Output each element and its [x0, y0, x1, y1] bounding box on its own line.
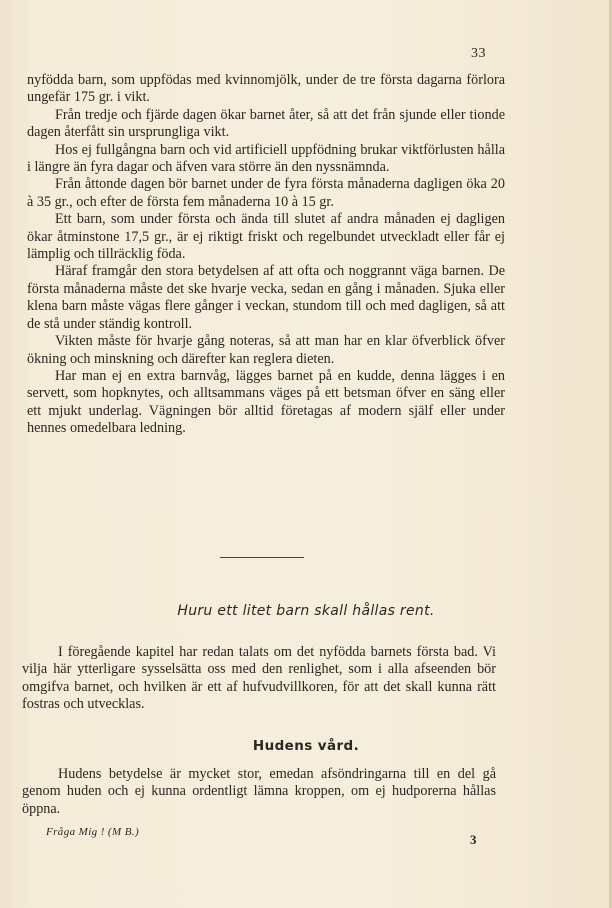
paragraph-5: Ett barn, som under första och ända till slutet af andra månaden ej dagligen ökar åtminstone 17,5 gr., är ej riktigt friskt och regelbundet utveckladt eller får ej lämplig och tillräcklig föda.: [27, 211, 505, 263]
paragraph-2: Från tredje och fjärde dagen ökar barnet åter, så att det från sjunde eller tionde dagen återfått sin ursprungliga vikt.: [27, 106, 505, 141]
paragraph-8: Har man ej en extra barnvåg, lägges barnet på en kudde, denna lägges i en servett, som hopknytes, och alltsammans väges på ett betsman öfver en säng eller ett mjukt underlag. Vägningen bör alltid företagas af modern själf eller under hennes omedelbara ledning.: [27, 367, 505, 437]
page-number: 33: [471, 46, 486, 61]
paragraph-4: Från åttonde dagen bör barnet under de fyra första månaderna dagligen öka 20 à 35 gr., och efter de första fem månaderna 10 à 15 gr.: [27, 176, 505, 210]
body-text: [27, 72, 505, 438]
subsection-paragraph: Hudens betydelse är mycket stor, emedan afsöndringarna till en del gå genom huden och ej kunna ordentligt lämna kroppen, om ej hudporerna hållas öppna.: [22, 766, 496, 817]
section-paragraph: I föregående kapitel har redan talats om det nyfödda barnets första bad. Vi vilja här ytterligare sysselsätta oss med den renlighet, som i alla afseenden bör omgifva barnet, och hvilken är ett af hufvudvillkoren, för att det skall kunna rätt fostras och utvecklas.: [22, 644, 496, 713]
paragraph-6: Häraf framgår den stora betydelsen af att ofta och noggrannt väga barnen. De första månaderna måste det ske hvarje vecka, sedan en gång i månaden. Sjuka eller klena barn måste vägas flere gånger i veckan, stundom till och med dagligen, så att de stå under ständig kontroll.: [27, 263, 505, 332]
section-text: [22, 644, 496, 714]
section-divider: [220, 557, 304, 558]
subsection-heading: Hudens vård.: [252, 738, 360, 754]
subsection-text: [22, 766, 496, 818]
footer-signature-number: 3: [470, 832, 477, 847]
section-heading: Huru ett litet barn skall hållas rent.: [177, 603, 435, 619]
paragraph-7: Vikten måste för hvarje gång noteras, så att man har en klar öfverblick öfver ökning och minskning och därefter kan reglera dieten.: [27, 333, 505, 367]
paragraph-3: Hos ej fullgångna barn och vid artificiell uppfödning brukar viktförlusten hålla i längre än fyra dagar och äfven vara större än den nyssnämnda.: [27, 141, 505, 176]
footer-series-title: Fråga Mig ! (M B.): [46, 826, 140, 838]
paragraph-1: nyfödda barn, som uppfödas med kvinnomjölk, under de tre första dagarna förlora ungefär 175 gr. i vikt.: [27, 72, 505, 106]
